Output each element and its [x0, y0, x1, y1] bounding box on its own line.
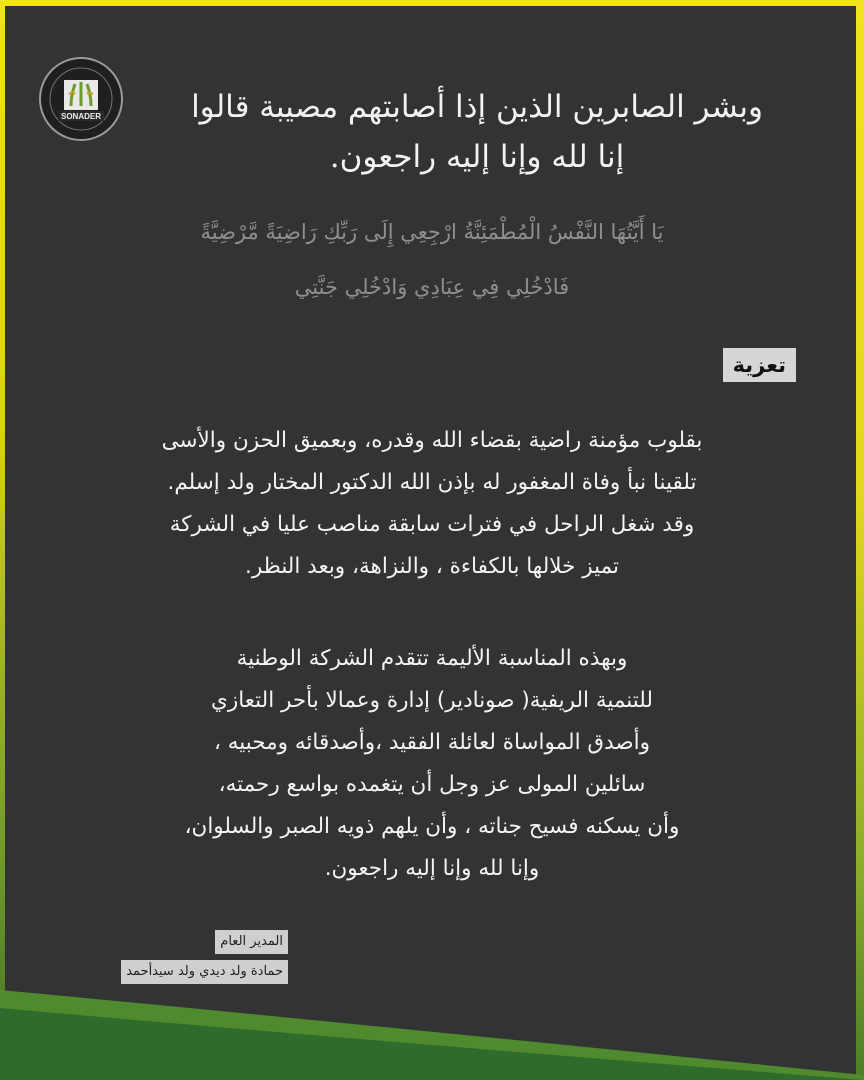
- headline-line-2: إنا لله وإنا إليه راجعون.: [329, 139, 625, 175]
- paragraph-line: تميز خلالها بالكفاءة ، والنزاهة، وبعد النظر.: [244, 554, 619, 579]
- frame-top-border: [0, 0, 864, 6]
- paragraph-line: بقلوب مؤمنة راضية بقضاء الله وقدره، وبعميق الحزن والأسى: [161, 428, 703, 453]
- verse-line-2: فَادْخُلِي فِي عِبَادِي وَادْخُلِي جَنَّتِي: [294, 275, 570, 299]
- bottom-green-wave: [0, 990, 864, 1080]
- signature-title: المدير العام: [215, 930, 288, 954]
- frame-right-border: [856, 0, 864, 1080]
- paragraph-line: وقد شغل الراحل في فترات سابقة مناصب عليا في الشركة: [169, 512, 695, 537]
- paragraph-line: وإنا لله وإنا إليه راجعون.: [324, 856, 540, 881]
- condolence-paragraph-1: [40, 420, 824, 588]
- paragraph-line: وأن يسكنه فسيح جناته ، وأن يلهم ذويه الصبر والسلوان،: [184, 814, 680, 839]
- quran-headline: [150, 82, 804, 182]
- logo-text: SONADER: [60, 112, 102, 121]
- paragraph-line: تلقينا نبأ وفاة المغفور له بإذن الله الدكتور المختار ولد إسلم.: [167, 470, 697, 495]
- paragraph-line: وبهذه المناسبة الأليمة تتقدم الشركة الوطنية: [236, 646, 628, 671]
- signature-name: حمادة ولد ديدي ولد سيدأحمد: [121, 960, 288, 984]
- sonader-logo-icon: [38, 56, 124, 142]
- verse-line-1: يَا أَيَّتُهَا النَّفْسُ الْمُطْمَئِنَّةُ ارْجِعِي إِلَى رَبِّكِ رَاضِيَةً مَّرْضِيَّةً: [200, 220, 664, 244]
- condolence-paragraph-2: [40, 638, 824, 890]
- frame-left-border: [0, 0, 5, 1080]
- paragraph-line: للتنمية الريفية( صونادير) إدارة وعمالا بأحر التعازي: [211, 688, 653, 713]
- paragraph-line: سائلين المولى عز وجل أن يتغمده بواسع رحمته،: [218, 772, 646, 797]
- headline-line-1: وبشر الصابرين الذين إذا أصابتهم مصيبة قالوا: [191, 89, 763, 125]
- condolence-title: تعزية: [723, 348, 796, 382]
- paragraph-line: وأصدق المواساة لعائلة الفقيد ،وأصدقائه ومحبيه ،: [214, 730, 650, 755]
